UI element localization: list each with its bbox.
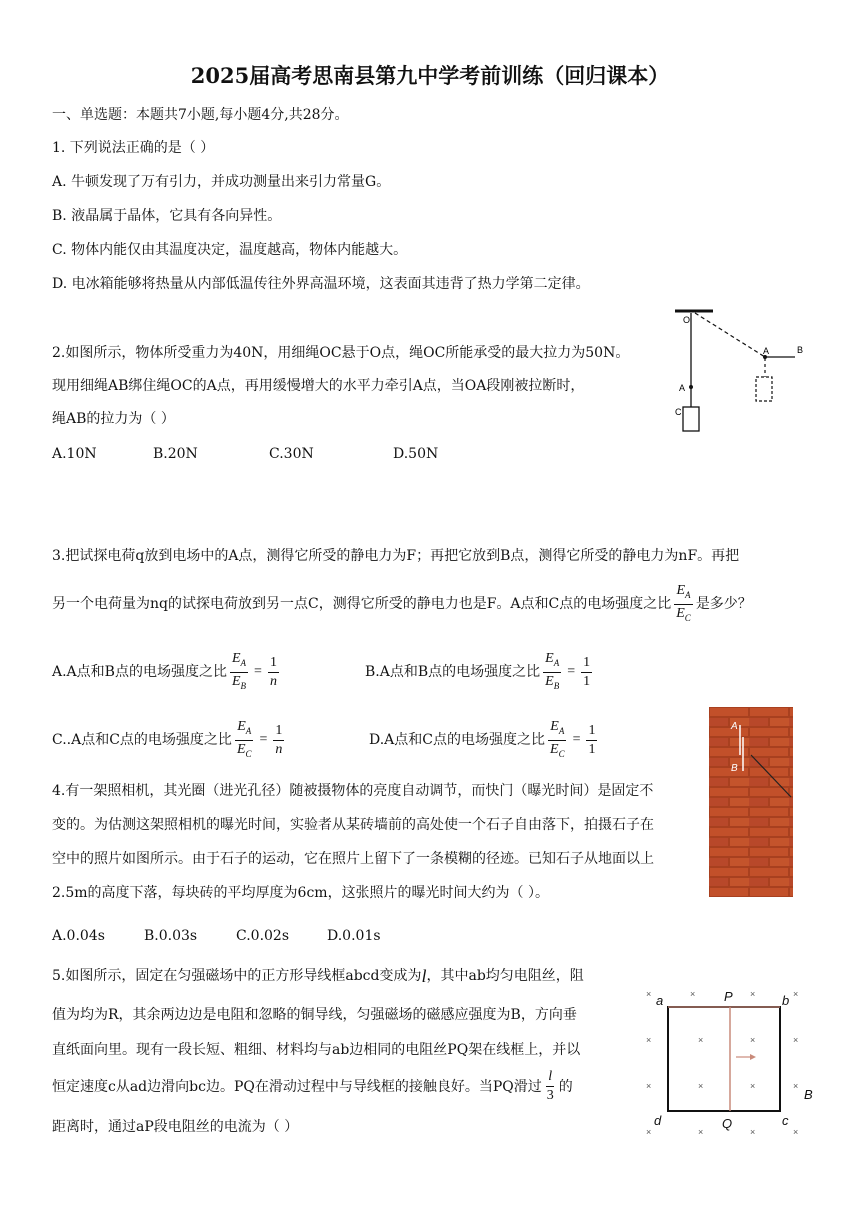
- q2-line3: 绳AB的拉力为（ ）: [52, 411, 175, 427]
- q3-line2-text: 另一个电荷量为nq的试探电荷放到另一点C，测得它所受的静电力也是F。A点和C点的电场强度之比: [52, 596, 672, 613]
- frac-sub: A: [240, 657, 247, 668]
- q3-option-d-value: [586, 722, 597, 759]
- q5-line2: 值为均为R，其余两边边是电阻和忽略的铜导线，匀强磁场的磁感应强度为B，方向垂: [52, 1007, 577, 1023]
- q5-fig-label-p: P: [724, 989, 733, 1004]
- q4-option-d: D.0.01s: [327, 928, 381, 944]
- frac-e: E: [231, 651, 241, 666]
- q3-option-b-value: [581, 654, 592, 691]
- cross-mark: ×: [698, 1035, 704, 1045]
- q3-option-b-frac: [543, 650, 561, 695]
- q2-fig-label-a2: A: [763, 346, 770, 356]
- q5-line4-text: 恒定速度c从ad边滑向bc边。PQ在滑动过程中与导线框的接触良好。当PQ滑过: [52, 1078, 542, 1095]
- q3-ratio-den: E: [676, 605, 685, 621]
- q5-fraction-l-over-3: [545, 1068, 556, 1105]
- q2-figure-rope-diagram: [665, 305, 815, 440]
- q5-fig-label-c: c: [782, 1113, 789, 1128]
- q3-line1: 3.把试探电荷q放到电场中的A点，测得它所受的静电力为F；再把它放到B点，测得它所受的静电力为nF。再把: [52, 548, 740, 564]
- cross-mark: ×: [750, 1081, 756, 1091]
- frac-num: 1: [273, 722, 284, 741]
- q3-option-a-frac: [230, 650, 248, 695]
- q3-ratio-num-sub: A: [685, 589, 691, 600]
- q4-fig-label-a: A: [731, 721, 738, 732]
- frac-e: E: [231, 673, 241, 689]
- frac-sub: B: [240, 680, 247, 691]
- q2-option-d: D.50N: [393, 446, 439, 462]
- q2-option-b: B.20N: [153, 446, 198, 462]
- frac-sub: A: [245, 725, 252, 736]
- q5-line5: 距离时，通过aP段电阻丝的电流为（ ）: [52, 1119, 299, 1135]
- page-title: 2025届高考思南县第九中学考前训练（回归课本）: [190, 63, 670, 88]
- cross-mark: ×: [793, 1127, 799, 1137]
- cross-mark: ×: [646, 1127, 652, 1137]
- q3-option-b: [365, 650, 595, 695]
- q1-option-b: B. 液晶属于晶体，它具有各向异性。: [52, 208, 282, 224]
- frac-den: n: [269, 673, 277, 689]
- q2-fig-label-o: O: [683, 315, 691, 325]
- frac-sub: C: [558, 748, 565, 759]
- q3-option-a-value: [268, 654, 279, 691]
- cross-mark: ×: [750, 989, 756, 999]
- q3-option-c-value: [273, 722, 284, 759]
- q1-option-c: C. 物体内能仅由其温度决定，温度越高，物体内能越大。: [52, 242, 408, 258]
- cross-mark: ×: [646, 1035, 652, 1045]
- frac-num: 1: [586, 722, 597, 741]
- q3-option-d-text: D.A点和C点的电场强度之比: [369, 732, 545, 749]
- q4-line4: 2.5m的高度下落，每块砖的平均厚度为6cm，这张照片的曝光时间大约为（ ）。: [52, 885, 550, 901]
- q4-option-b: B.0.03s: [144, 928, 198, 944]
- q4-line2: 变的。为估测这架照相机的曝光时间，实验者从某砖墙前的高处使一个石子自由落下，拍摄石子在: [52, 817, 654, 833]
- cross-mark: ×: [793, 1035, 799, 1045]
- frac-e: E: [545, 673, 554, 689]
- q2-line1: 2.如图所示，物体所受重力为40N，用细绳OC悬于O点，绳OC所能承受的最大拉力为50N。: [52, 345, 630, 361]
- section-heading: 一、单选题：本题共7小题,每小题4分,共28分。: [52, 107, 349, 123]
- q2-line2: 现用细绳AB绑住绳OC的A点，再用缓慢增大的水平力牵引A点，当OA段刚被拉断时，: [52, 378, 585, 394]
- q2-fig-label-c: C: [675, 407, 682, 417]
- frac-den: 1: [588, 741, 596, 757]
- equals-sign: =: [572, 732, 581, 748]
- frac-e: E: [550, 719, 559, 734]
- q5-line1-end: ，其中ab均匀电阻丝，阻: [426, 968, 584, 984]
- equals-sign: =: [259, 732, 268, 748]
- q5-line4: [52, 1068, 573, 1105]
- q3-ratio-num: E: [676, 583, 686, 598]
- cross-mark: ×: [698, 1127, 704, 1137]
- q5-figure-magnetic-frame: [638, 985, 823, 1140]
- q4-fig-label-b: B: [731, 763, 738, 774]
- cross-mark: ×: [793, 1081, 799, 1091]
- q4-line3: 空中的照片如图所示。由于石子的运动，它在照片上留下了一条模糊的径迹。已知石子从地面以上: [52, 851, 654, 867]
- cross-mark: ×: [793, 989, 799, 999]
- frac-e: E: [550, 741, 559, 757]
- q5-fig-label-d: d: [654, 1113, 662, 1128]
- frac-den: 3: [546, 1088, 554, 1103]
- q3-option-d: [369, 718, 600, 763]
- q3-line2-end: 是多少？: [695, 596, 752, 613]
- cross-mark: ×: [750, 1035, 756, 1045]
- frac-e: E: [237, 719, 246, 734]
- equals-sign: =: [567, 664, 576, 680]
- q3-option-a-text: A.A点和B点的电场强度之比: [52, 664, 227, 681]
- frac-sub: C: [245, 748, 252, 759]
- q1-option-a: A. 牛顿发现了万有引力，并成功测量出来引力常量G。: [52, 174, 391, 190]
- q2-fig-label-b: B: [797, 345, 804, 355]
- frac-sub: A: [553, 657, 560, 668]
- frac-sub: A: [558, 725, 565, 736]
- cross-mark: ×: [750, 1127, 756, 1137]
- q5-line4-end: 的: [558, 1078, 573, 1095]
- q4-option-a: A.0.04s: [52, 928, 105, 944]
- q4-brick-wall-photo: [709, 707, 793, 897]
- frac-num: l: [546, 1068, 554, 1087]
- q3-line2: [52, 582, 752, 627]
- q1-option-d: D. 电冰箱能够将热量从内部低温传往外界高温环境，这表面其违背了热力学第二定律。: [52, 276, 590, 292]
- q3-option-c-frac: [235, 718, 254, 763]
- q3-ratio-den-sub: C: [684, 612, 691, 623]
- q1-stem: 1. 下列说法正确的是（ ）: [52, 140, 215, 156]
- frac-sub: B: [553, 680, 560, 691]
- q5-fig-label-b: b: [782, 993, 790, 1008]
- q5-line3: 直纸面向里。现有一段长短、粗细、材料均与ab边相同的电阻丝PQ架在线框上，并以: [52, 1042, 581, 1058]
- q3-option-b-text: B.A点和B点的电场强度之比: [365, 664, 541, 681]
- q3-option-d-frac: [548, 718, 567, 763]
- q3-ratio-ea-ec: [674, 582, 693, 627]
- q5-fig-label-q: Q: [722, 1116, 733, 1131]
- frac-e: E: [545, 651, 554, 666]
- q5-line1-text: 5.如图所示，固定在匀强磁场中的正方形导线框abcd变成为: [52, 968, 422, 984]
- cross-mark: ×: [690, 989, 696, 999]
- q5-fig-label-field-b: B: [804, 1087, 813, 1102]
- cross-mark: ×: [698, 1081, 704, 1091]
- cross-mark: ×: [646, 1081, 652, 1091]
- frac-e: E: [236, 741, 246, 757]
- cross-mark: ×: [646, 989, 652, 999]
- q3-option-a: [52, 650, 282, 695]
- frac-den: n: [275, 741, 283, 757]
- q2-option-a: A.10N: [52, 446, 97, 462]
- q4-line1: 4.有一架照相机，其光圈（进光孔径）随被摄物体的亮度自动调节，而快门（曝光时间）是固定不: [52, 783, 654, 799]
- q5-fig-label-a: a: [656, 993, 664, 1008]
- q5-line1: [52, 966, 584, 986]
- q2-option-c: C.30N: [269, 446, 314, 462]
- q5-symbol-l: l: [421, 966, 427, 986]
- q3-option-c: [52, 718, 287, 763]
- frac-num: 1: [268, 654, 279, 673]
- q4-option-c: C.0.02s: [236, 928, 290, 944]
- q2-fig-label-a: A: [679, 383, 686, 393]
- equals-sign: =: [254, 664, 262, 680]
- frac-den: 1: [583, 673, 591, 689]
- frac-num: 1: [581, 654, 592, 673]
- q3-option-c-text: C..A点和C点的电场强度之比: [52, 732, 232, 749]
